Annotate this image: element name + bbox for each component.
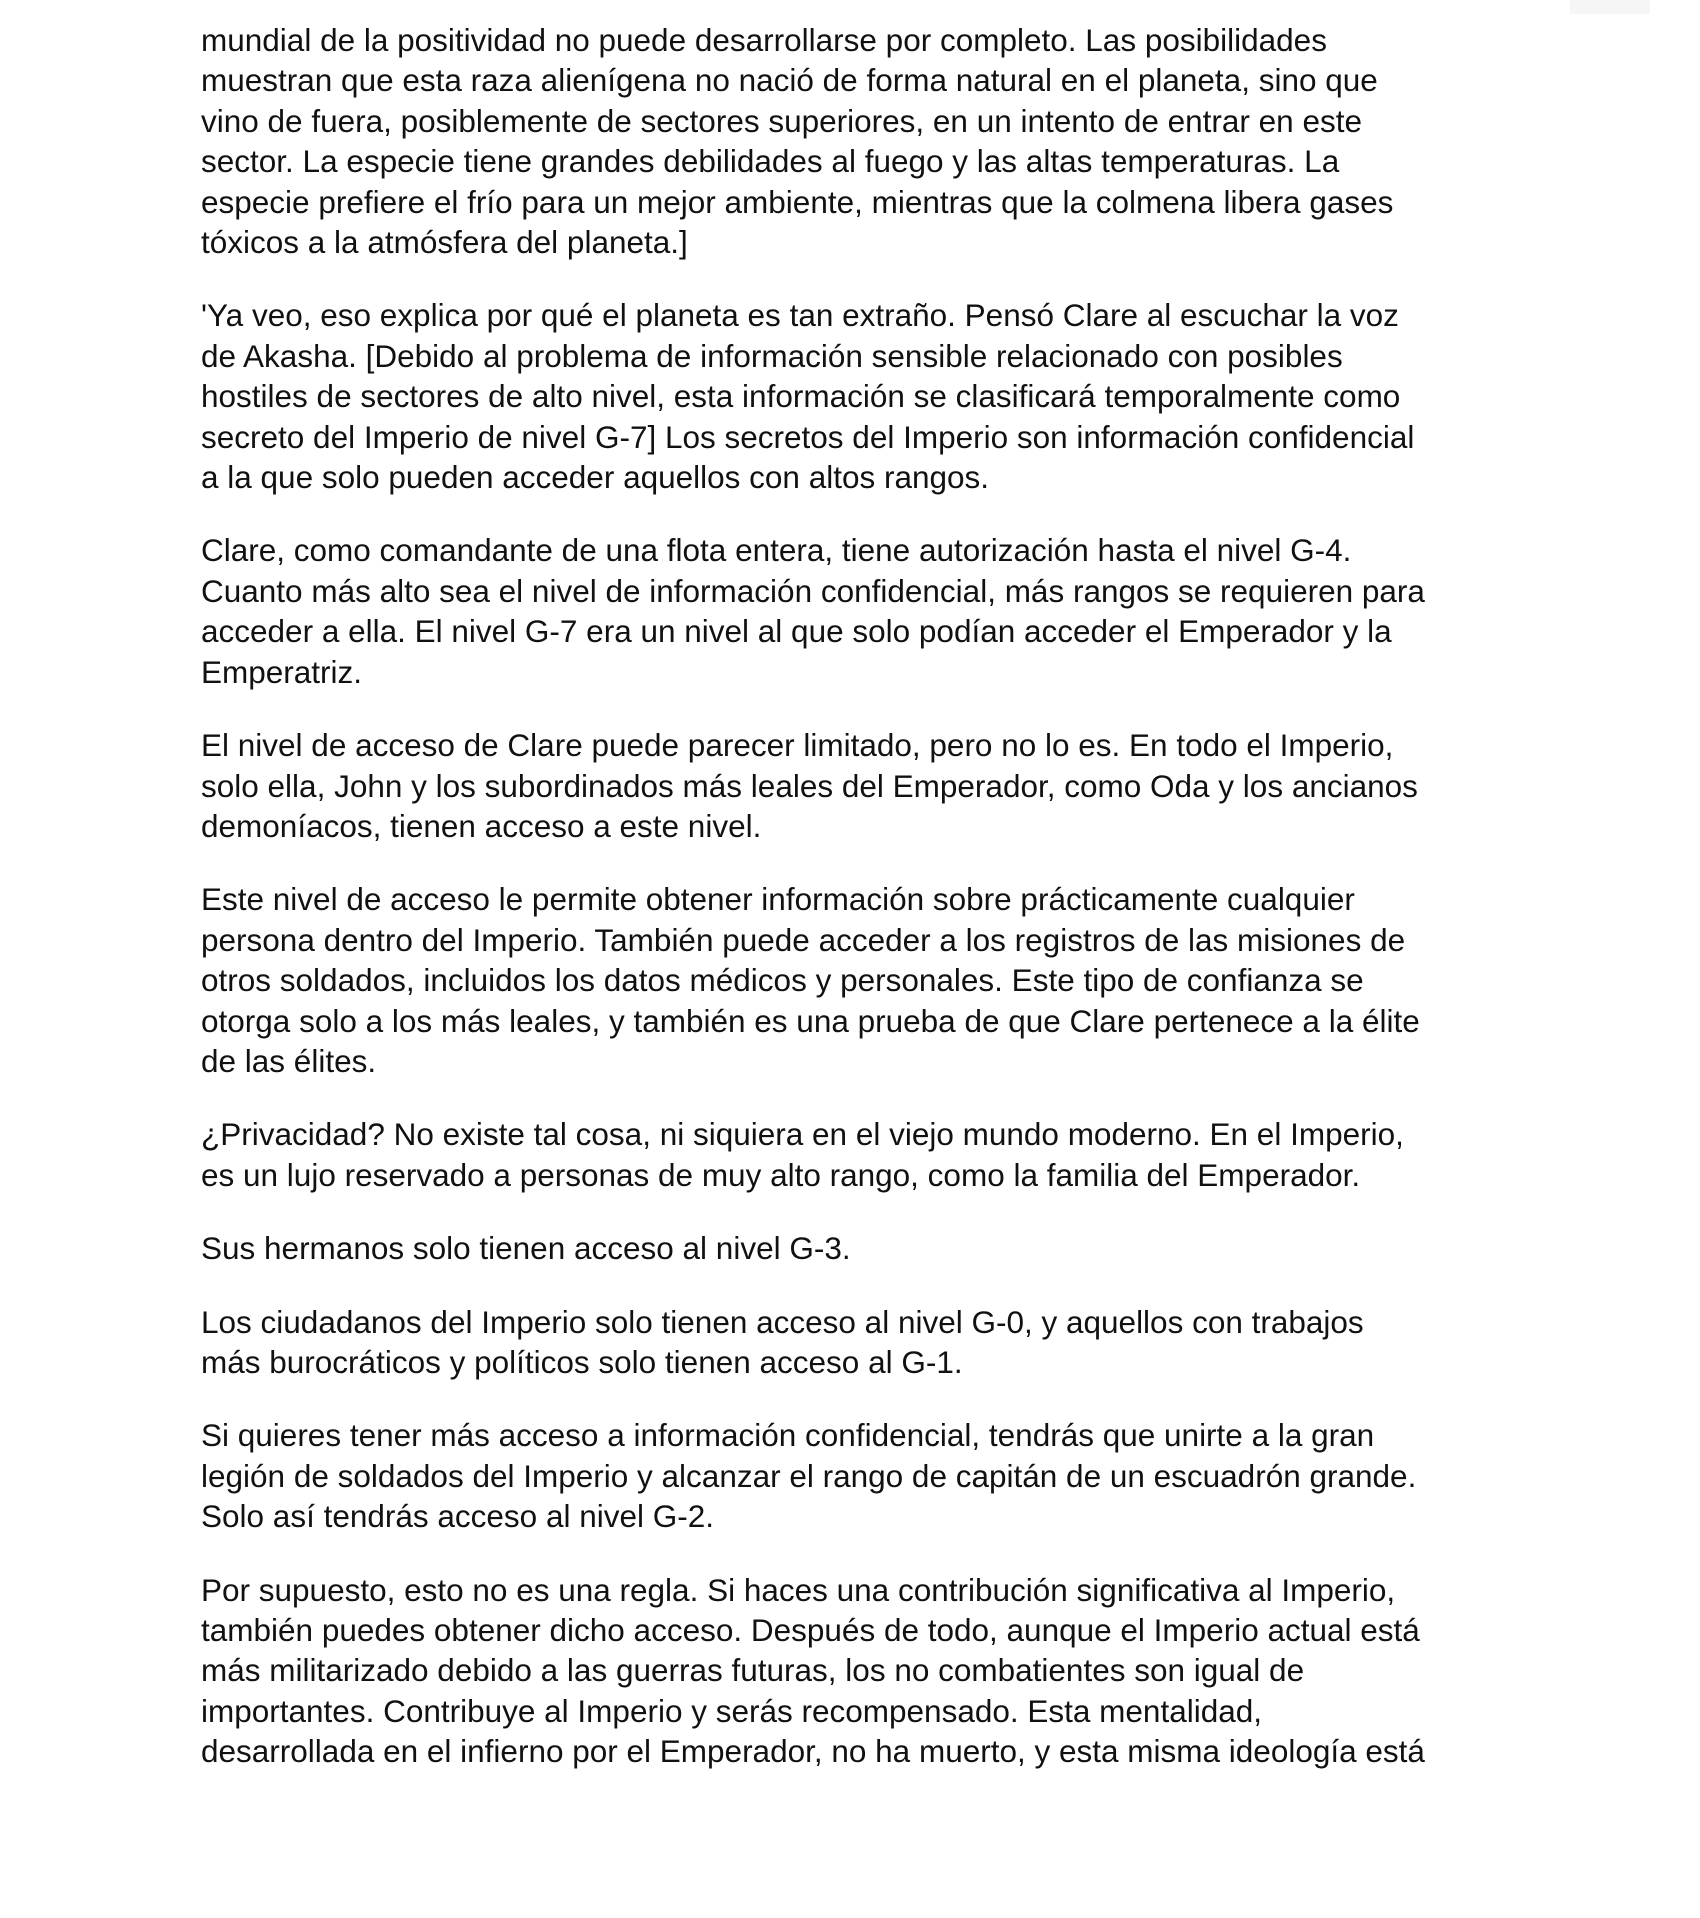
text-line: sector. La especie tiene grandes debilidades al fuego y las altas temperaturas. La <box>201 143 1340 180</box>
text-line: desarrollada en el infierno por el Emperador, no ha muerto, y esta misma ideología está <box>201 1733 1425 1770</box>
text-line: Sus hermanos solo tienen acceso al nivel G-3. <box>201 1230 851 1267</box>
text-line: Por supuesto, esto no es una regla. Si haces una contribución significativa al Imperio, <box>201 1571 1396 1608</box>
paragraph <box>201 1228 1531 1268</box>
text-line: de las élites. <box>201 1042 377 1079</box>
text-line: hostiles de sectores de alto nivel, esta información se clasificará temporalmente como <box>201 378 1401 415</box>
text-line: Este nivel de acceso le permite obtener información sobre prácticamente cualquier <box>201 881 1355 918</box>
paragraph <box>201 1570 1531 1772</box>
text-line: Cuanto más alto sea el nivel de información confidencial, más rangos se requieren para <box>201 572 1425 609</box>
paragraph <box>201 20 1531 262</box>
text-line: vino de fuera, posiblemente de sectores superiores, en un intento de entrar en este <box>201 102 1362 139</box>
text-line: Clare, como comandante de una flota entera, tiene autorización hasta el nivel G-4. <box>201 532 1352 569</box>
text-line: acceder a ella. El nivel G-7 era un nivel al que solo podían acceder el Emperador y la <box>201 613 1392 650</box>
text-line: a la que solo pueden acceder aquellos con altos rangos. <box>201 459 990 496</box>
text-line: Emperatriz. <box>201 653 363 690</box>
text-line: Solo así tendrás acceso al nivel G-2. <box>201 1498 715 1535</box>
paragraph <box>201 1302 1531 1383</box>
text-line: es un lujo reservado a personas de muy alto rango, como la familia del Emperador. <box>201 1156 1361 1193</box>
text-line: 'Ya veo, eso explica por qué el planeta es tan extraño. Pensó Clare al escuchar la voz <box>201 297 1399 334</box>
text-line: otorga solo a los más leales, y también es una prueba de que Clare pertenece a la élite <box>201 1002 1420 1039</box>
text-line: mundial de la positividad no puede desarrollarse por completo. Las posibilidades <box>201 22 1327 58</box>
text-line: también puedes obtener dicho acceso. Después de todo, aunque el Imperio actual está <box>201 1612 1420 1648</box>
document-body <box>201 20 1531 1805</box>
text-line: especie prefiere el frío para un mejor ambiente, mientras que la colmena libera gases <box>201 183 1394 220</box>
text-line: importantes. Contribuye al Imperio y serás recompensado. Esta mentalidad, <box>201 1692 1263 1729</box>
text-line: secreto del Imperio de nivel G-7] Los secretos del Imperio son información confidencial <box>201 418 1415 455</box>
text-line: otros soldados, incluidos los datos médicos y personales. Este tipo de confianza se <box>201 962 1364 999</box>
text-line: de Akasha. [Debido al problema de información sensible relacionado con posibles <box>201 337 1343 374</box>
text-line: demoníacos, tienen acceso a este nivel. <box>201 807 762 844</box>
text-line: Si quieres tener más acceso a información confidencial, tendrás que unirte a la gran <box>201 1417 1375 1454</box>
paragraph <box>201 530 1531 692</box>
text-line: Los ciudadanos del Imperio solo tienen acceso al nivel G-0, y aquellos con trabajos <box>201 1303 1364 1340</box>
text-line: muestran que esta raza alienígena no nació de forma natural en el planeta, sino que <box>201 62 1378 99</box>
text-line: ¿Privacidad? No existe tal cosa, ni siquiera en el viejo mundo moderno. En el Imperio, <box>201 1116 1404 1153</box>
page-corner-mark <box>1570 0 1650 14</box>
text-line: más militarizado debido a las guerras futuras, los no combatientes son igual de <box>201 1652 1305 1689</box>
text-line: tóxicos a la atmósfera del planeta.] <box>201 224 688 261</box>
paragraph <box>201 1415 1531 1536</box>
text-line: El nivel de acceso de Clare puede parecer limitado, pero no lo es. En todo el Imperio, <box>201 727 1394 764</box>
text-line: solo ella, John y los subordinados más leales del Emperador, como Oda y los ancianos <box>201 767 1418 804</box>
paragraph <box>201 295 1531 497</box>
paragraph <box>201 725 1531 846</box>
text-line: más burocráticos y políticos solo tienen acceso al G-1. <box>201 1343 963 1380</box>
paragraph <box>201 1114 1531 1195</box>
text-line: persona dentro del Imperio. También puede acceder a los registros de las misiones de <box>201 921 1406 958</box>
paragraph <box>201 879 1531 1081</box>
text-line: legión de soldados del Imperio y alcanzar el rango de capitán de un escuadrón grande. <box>201 1457 1417 1494</box>
